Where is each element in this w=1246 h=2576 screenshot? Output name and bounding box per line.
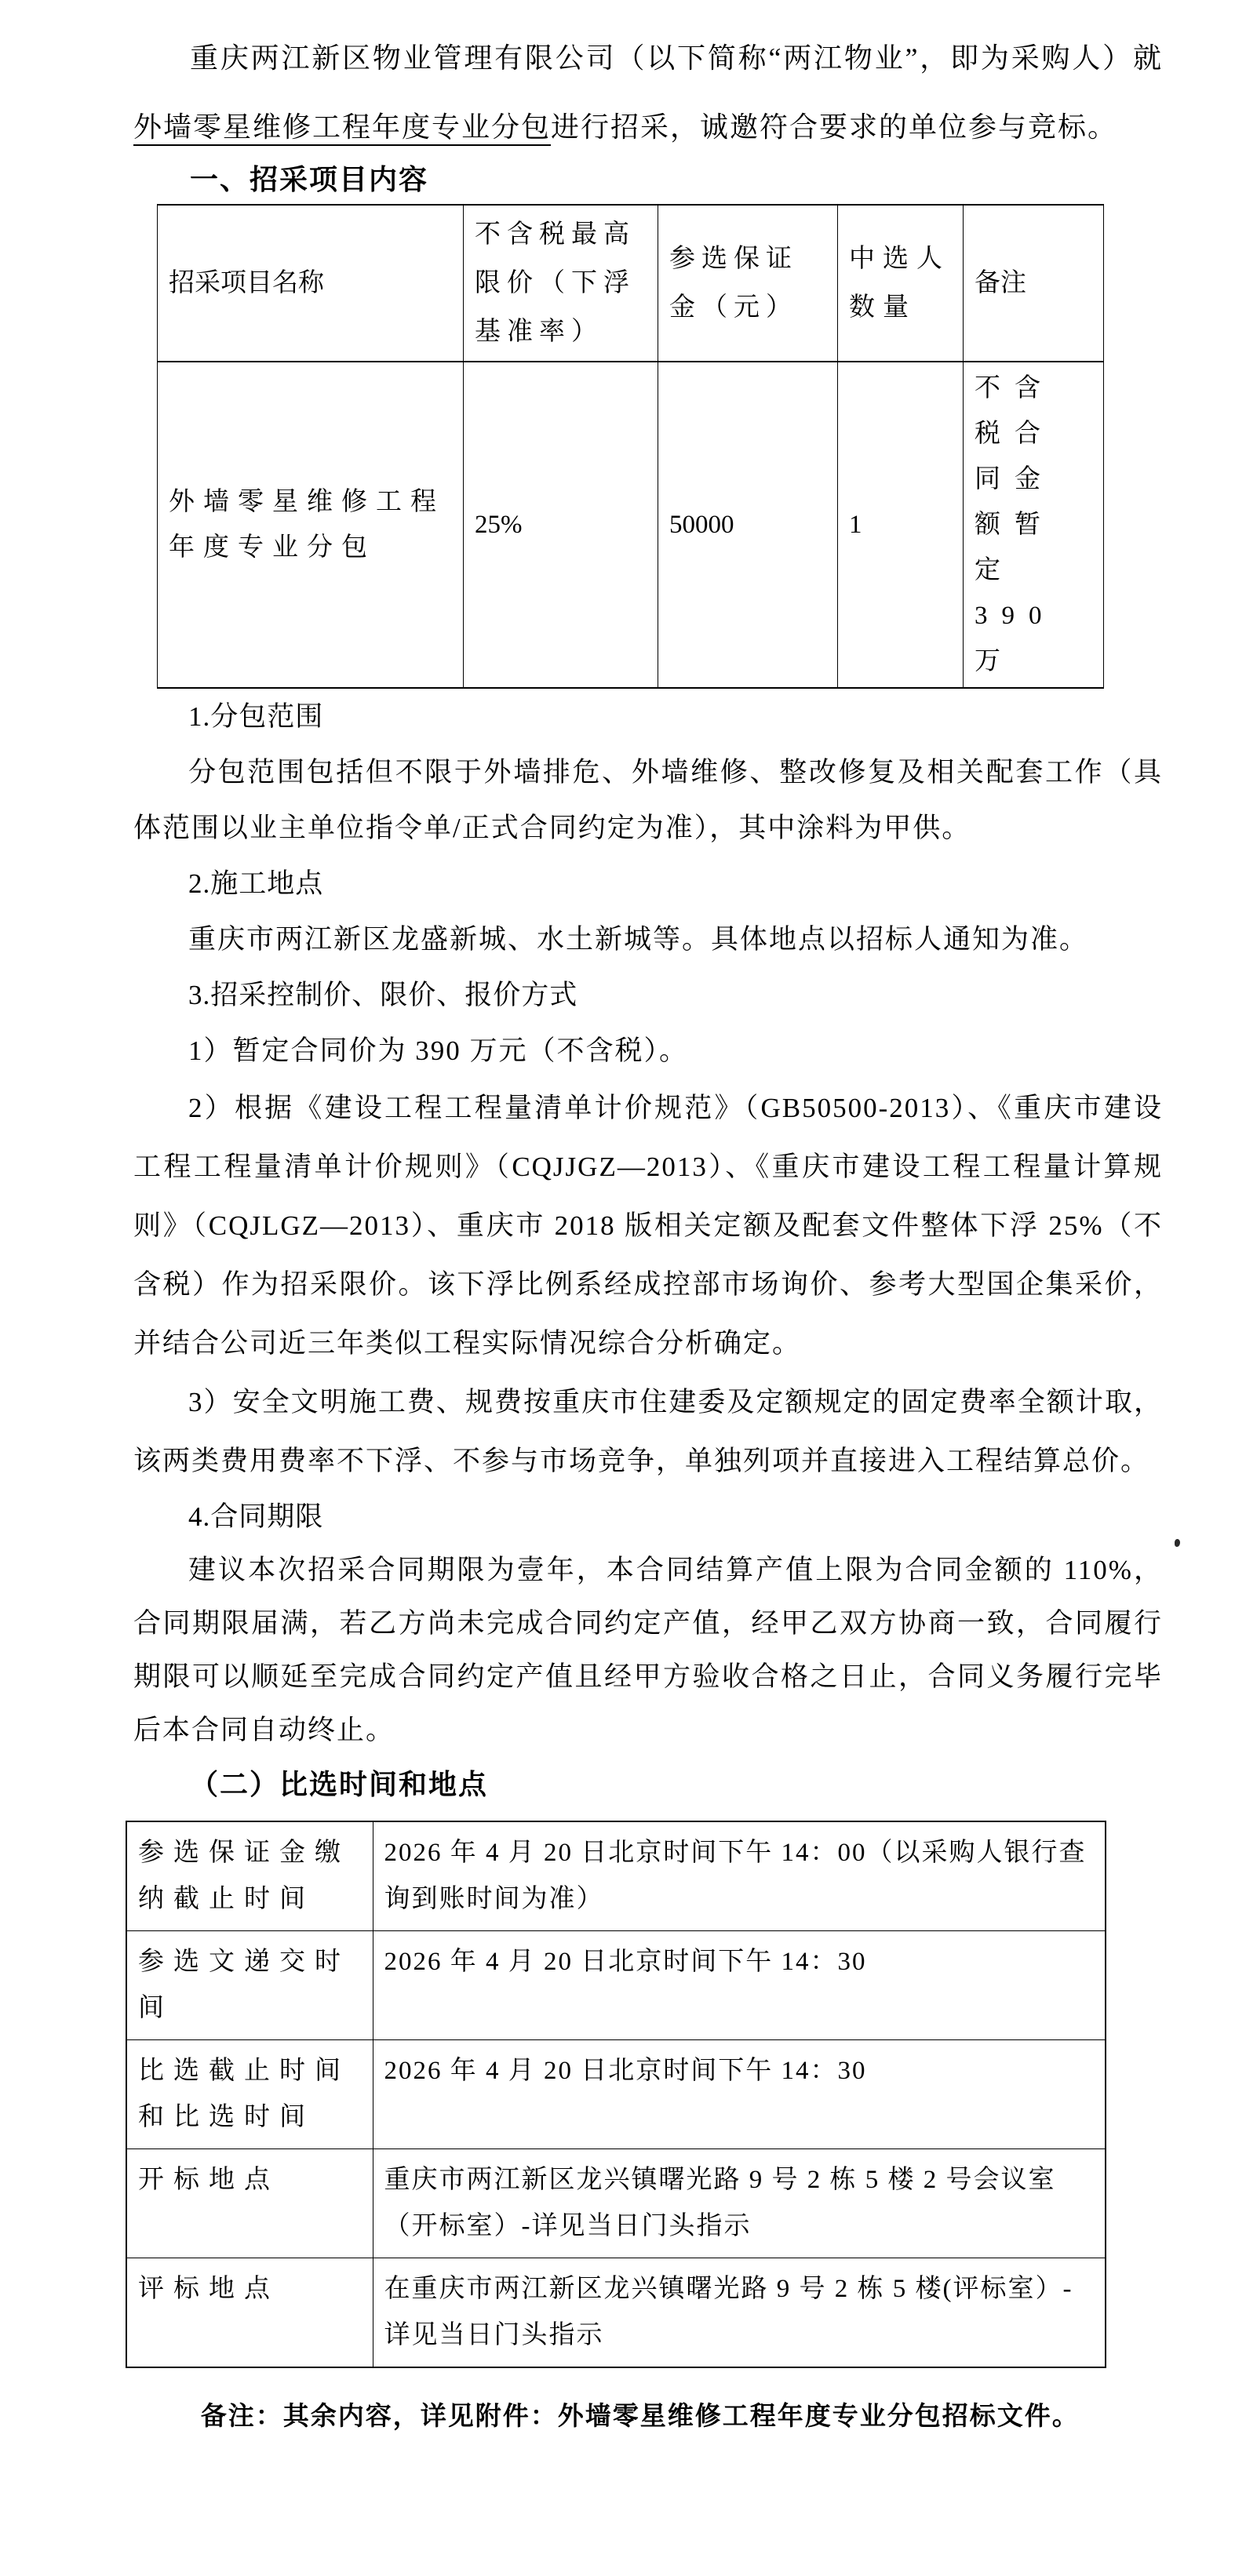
schedule-row-bid-evaluation-location [126,2258,1106,2368]
cell-project-name: 外墙零星维修工程年度专业分包 [158,362,464,688]
schedule-row-bid-opening-location [126,2149,1106,2258]
col-header-remark: 备注 [964,205,1104,362]
section2-heading: （二）比选时间和地点 [190,1769,489,1800]
schedule-label: 评标地点 [126,2258,373,2368]
schedule-label: 参选文递交时间 [126,1931,373,2040]
schedule-value: 2026 年 4 月 20 日北京时间下午 14：00（以采购人银行查询到账时间为准） [373,1821,1106,1931]
cell-remark: 不含税合同金额暂定 390 万 [964,362,1104,688]
schedule-value: 2026 年 4 月 20 日北京时间下午 14：30 [373,1931,1106,2040]
schedule-label: 参选保证金缴纳截止时间 [126,1821,373,1931]
schedule-row-comparison-deadline [126,2040,1106,2149]
schedule-row-deposit-deadline [126,1821,1106,1931]
sub1-heading: 1.分包范围 [188,701,324,732]
schedule-row-document-submission [126,1931,1106,2040]
cell-max-rate: 25% [464,362,658,688]
intro-paragraph [133,24,1163,162]
sub1-body: 分包范围包括但不限于外墙排危、外墙维修、整改修复及相关配套工作（具体范围以业主单位指令单/正式合同约定为准），其中涂料为甲供。 [133,757,1163,843]
cell-winner-count: 1 [838,362,964,688]
schedule-label: 开标地点 [126,2149,373,2258]
schedule-value: 在重庆市两江新区龙兴镇曙光路 9 号 2 栋 5 楼(评标室）-详见当日门头指示 [373,2258,1106,2368]
schedule-label: 比选截止时间和比选时间 [126,2040,373,2149]
procurement-project-table [157,204,1104,689]
col-header-max-limit-price: 不含税最高限价（下浮基准率） [464,205,658,362]
table1-data-row [158,362,1104,688]
intro-text-after: 进行招采，诚邀符合要求的单位参与竞标。 [551,111,1118,143]
table1-header-row [158,205,1104,362]
bid-schedule-table [126,1821,1106,2368]
col-header-bid-deposit: 参选保证金（元） [658,205,838,362]
cell-deposit: 50000 [658,362,838,688]
sub3-item3: 3）安全文明施工费、规费按重庆市住建委及定额规定的固定费率全额计取，该两类费用费率不下浮、不参与市场竞争，单独列项并直接进入工程结算总价。 [133,1387,1163,1476]
schedule-value: 重庆市两江新区龙兴镇曙光路 9 号 2 栋 5 楼 2 号会议室（开标室）-详见当日门头指示 [373,2149,1106,2258]
sub3-item1: 1）暂定合同价为 390 万元（不含税）。 [188,1035,689,1066]
col-header-project-name: 招采项目名称 [158,205,464,362]
sub3-item2: 2）根据《建设工程工程量清单计价规范》（GB50500-2013）、《重庆市建设工程工程量清单计价规则》（CQJJGZ—2013）、《重庆市建设工程工程量计算规则》（CQJLGZ—2013）、重庆市 2018 版相关定额及配套文件整体下浮 25%（不含税）作为招采限价。该下浮比例系经成控部市场询价、参考大型国企集采价，并结合公司近三年类似工程实际情况综合分析确定。 [133,1093,1163,1359]
col-header-winner-count: 中选人数量 [838,205,964,362]
sub3-heading: 3.招采控制价、限价、报价方式 [188,980,578,1010]
footer-remark: 备注：其余内容，详见附件：外墙零星维修工程年度专业分包招标文件。 [200,2403,1080,2431]
sub4-body: 建议本次招采合同期限为壹年，本合同结算产值上限为合同金额的 110%，合同期限届满，若乙方尚未完成合同约定产值，经甲乙双方协商一致，合同履行期限可以顺延至完成合同约定产值且经甲方验收合格之日止，合同义务履行完毕后本合同自动终止。 [133,1555,1163,1745]
section1-heading: 一、招采项目内容 [190,164,429,195]
intro-text-before: 重庆两江新区物业管理有限公司（以下简称“两江物业”，即为采购人）就 [190,42,1163,74]
sub2-heading: 2.施工地点 [188,868,324,899]
project-name-underlined: 外墙零星维修工程年度专业分包 [133,111,552,143]
schedule-value: 2026 年 4 月 20 日北京时间下午 14：30 [373,2040,1106,2149]
sub4-heading: 4.合同期限 [188,1501,324,1532]
sub2-body: 重庆市两江新区龙盛新城、水土新城等。具体地点以招标人通知为准。 [188,924,1089,955]
